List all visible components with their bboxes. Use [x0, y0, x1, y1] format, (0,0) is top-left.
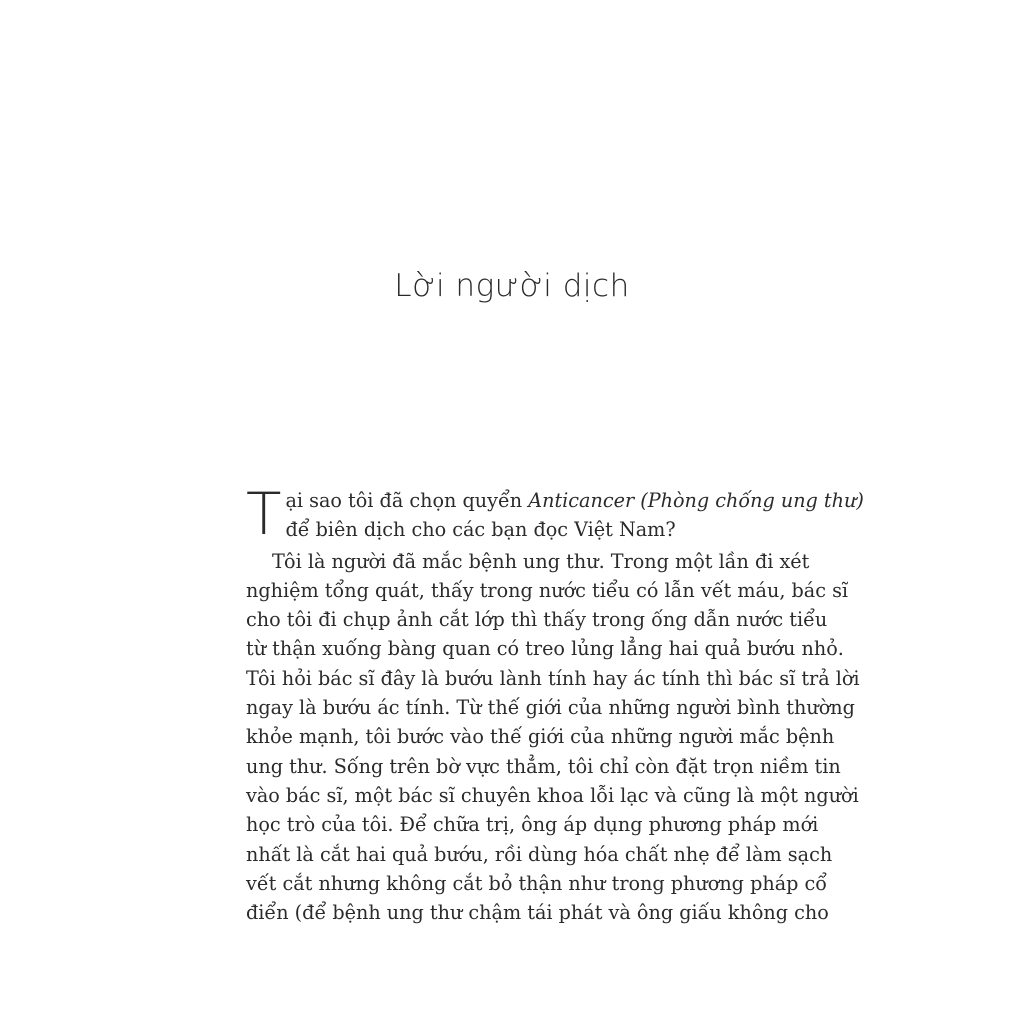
text-line: Tôi là người đã mắc bệnh ung thư. Trong một lần đi xét [272, 549, 810, 573]
text-line: học trò của tôi. Để chữa trị, ông áp dụng phương pháp mới [246, 813, 819, 837]
paragraph [246, 547, 860, 928]
text-line [285, 486, 863, 515]
chapter-title: Lời người dịch [394, 268, 630, 304]
opening-paragraph-text [285, 486, 863, 545]
drop-cap: T [246, 480, 282, 548]
text-line: từ thận xuống bàng quan có treo lủng lẳng hai quả bướu nhỏ. [246, 637, 844, 661]
text-line: ngay là bướu ác tính. Từ thế giới của những người bình thường [246, 696, 855, 720]
body-text [246, 480, 864, 927]
text-line: nghiệm tổng quát, thấy trong nước tiểu có lẫn vết máu, bác sĩ [246, 578, 849, 602]
book-title-italic: Anticancer (Phòng chống ung thư) [528, 489, 864, 512]
opening-paragraph [246, 480, 864, 548]
text-segment: ại sao tôi đã chọn quyển [285, 489, 529, 512]
text-line: Tôi hỏi bác sĩ đây là bướu lành tính hay ác tính thì bác sĩ trả lời [246, 666, 860, 690]
text-line: khỏe mạnh, tôi bước vào thế giới của những người mắc bệnh [246, 725, 835, 749]
text-line: ung thư. Sống trên bờ vực thẳm, tôi chỉ còn đặt trọn niềm tin [246, 754, 841, 778]
text-line: điển (để bệnh ung thư chậm tái phát và ông giấu không cho [246, 901, 829, 925]
text-line: nhất là cắt hai quả bướu, rồi dùng hóa chất nhẹ để làm sạch [246, 842, 833, 866]
text-line: vào bác sĩ, một bác sĩ chuyên khoa lỗi lạc và cũng là một người [246, 783, 859, 807]
text-line: để biên dịch cho các bạn đọc Việt Nam? [285, 518, 676, 542]
text-line: cho tôi đi chụp ảnh cắt lớp thì thấy trong ống dẫn nước tiểu [246, 608, 828, 632]
text-line: vết cắt nhưng không cắt bỏ thận như trong phương pháp cổ [246, 871, 828, 895]
